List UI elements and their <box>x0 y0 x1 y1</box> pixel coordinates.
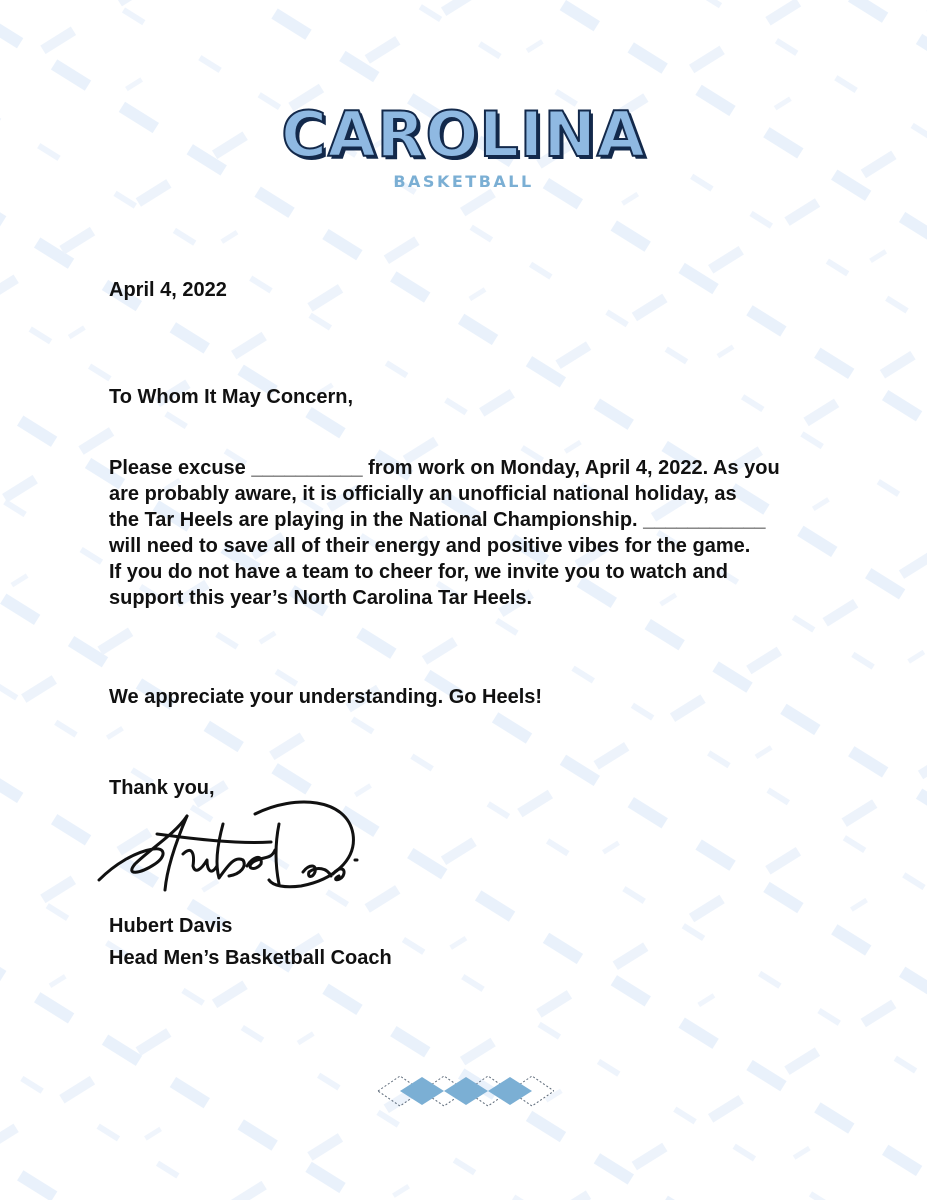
argyle-diamond-ornament <box>370 1072 554 1110</box>
body-line: support this year’s North Carolina Tar Heels. <box>109 587 533 609</box>
body-line: the Tar Heels are playing in the National Championship. ___________ <box>109 509 766 531</box>
handwritten-signature <box>95 794 370 906</box>
letterhead-logo <box>0 100 927 191</box>
signer-name: Hubert Davis <box>109 915 233 937</box>
body-line: will need to save all of their energy and positive vibes for the game. <box>109 535 751 557</box>
signer-title: Head Men’s Basketball Coach <box>109 947 392 969</box>
letter-date: April 4, 2022 <box>109 279 227 301</box>
salutation: To Whom It May Concern, <box>109 386 354 408</box>
body-paragraph <box>109 455 780 611</box>
logo-wordmark: CAROLINA <box>281 98 646 171</box>
body-line: are probably aware, it is officially an unofficial national holiday, as <box>109 483 737 505</box>
closing-line: We appreciate your understanding. Go Heels! <box>109 686 543 708</box>
logo-subtitle: BASKETBALL <box>393 172 534 191</box>
body-line: Please excuse __________ from work on Monday, April 4, 2022. As you <box>109 457 780 479</box>
body-line: If you do not have a team to cheer for, we invite you to watch and <box>109 561 728 583</box>
signoff: Thank you, <box>109 777 215 799</box>
